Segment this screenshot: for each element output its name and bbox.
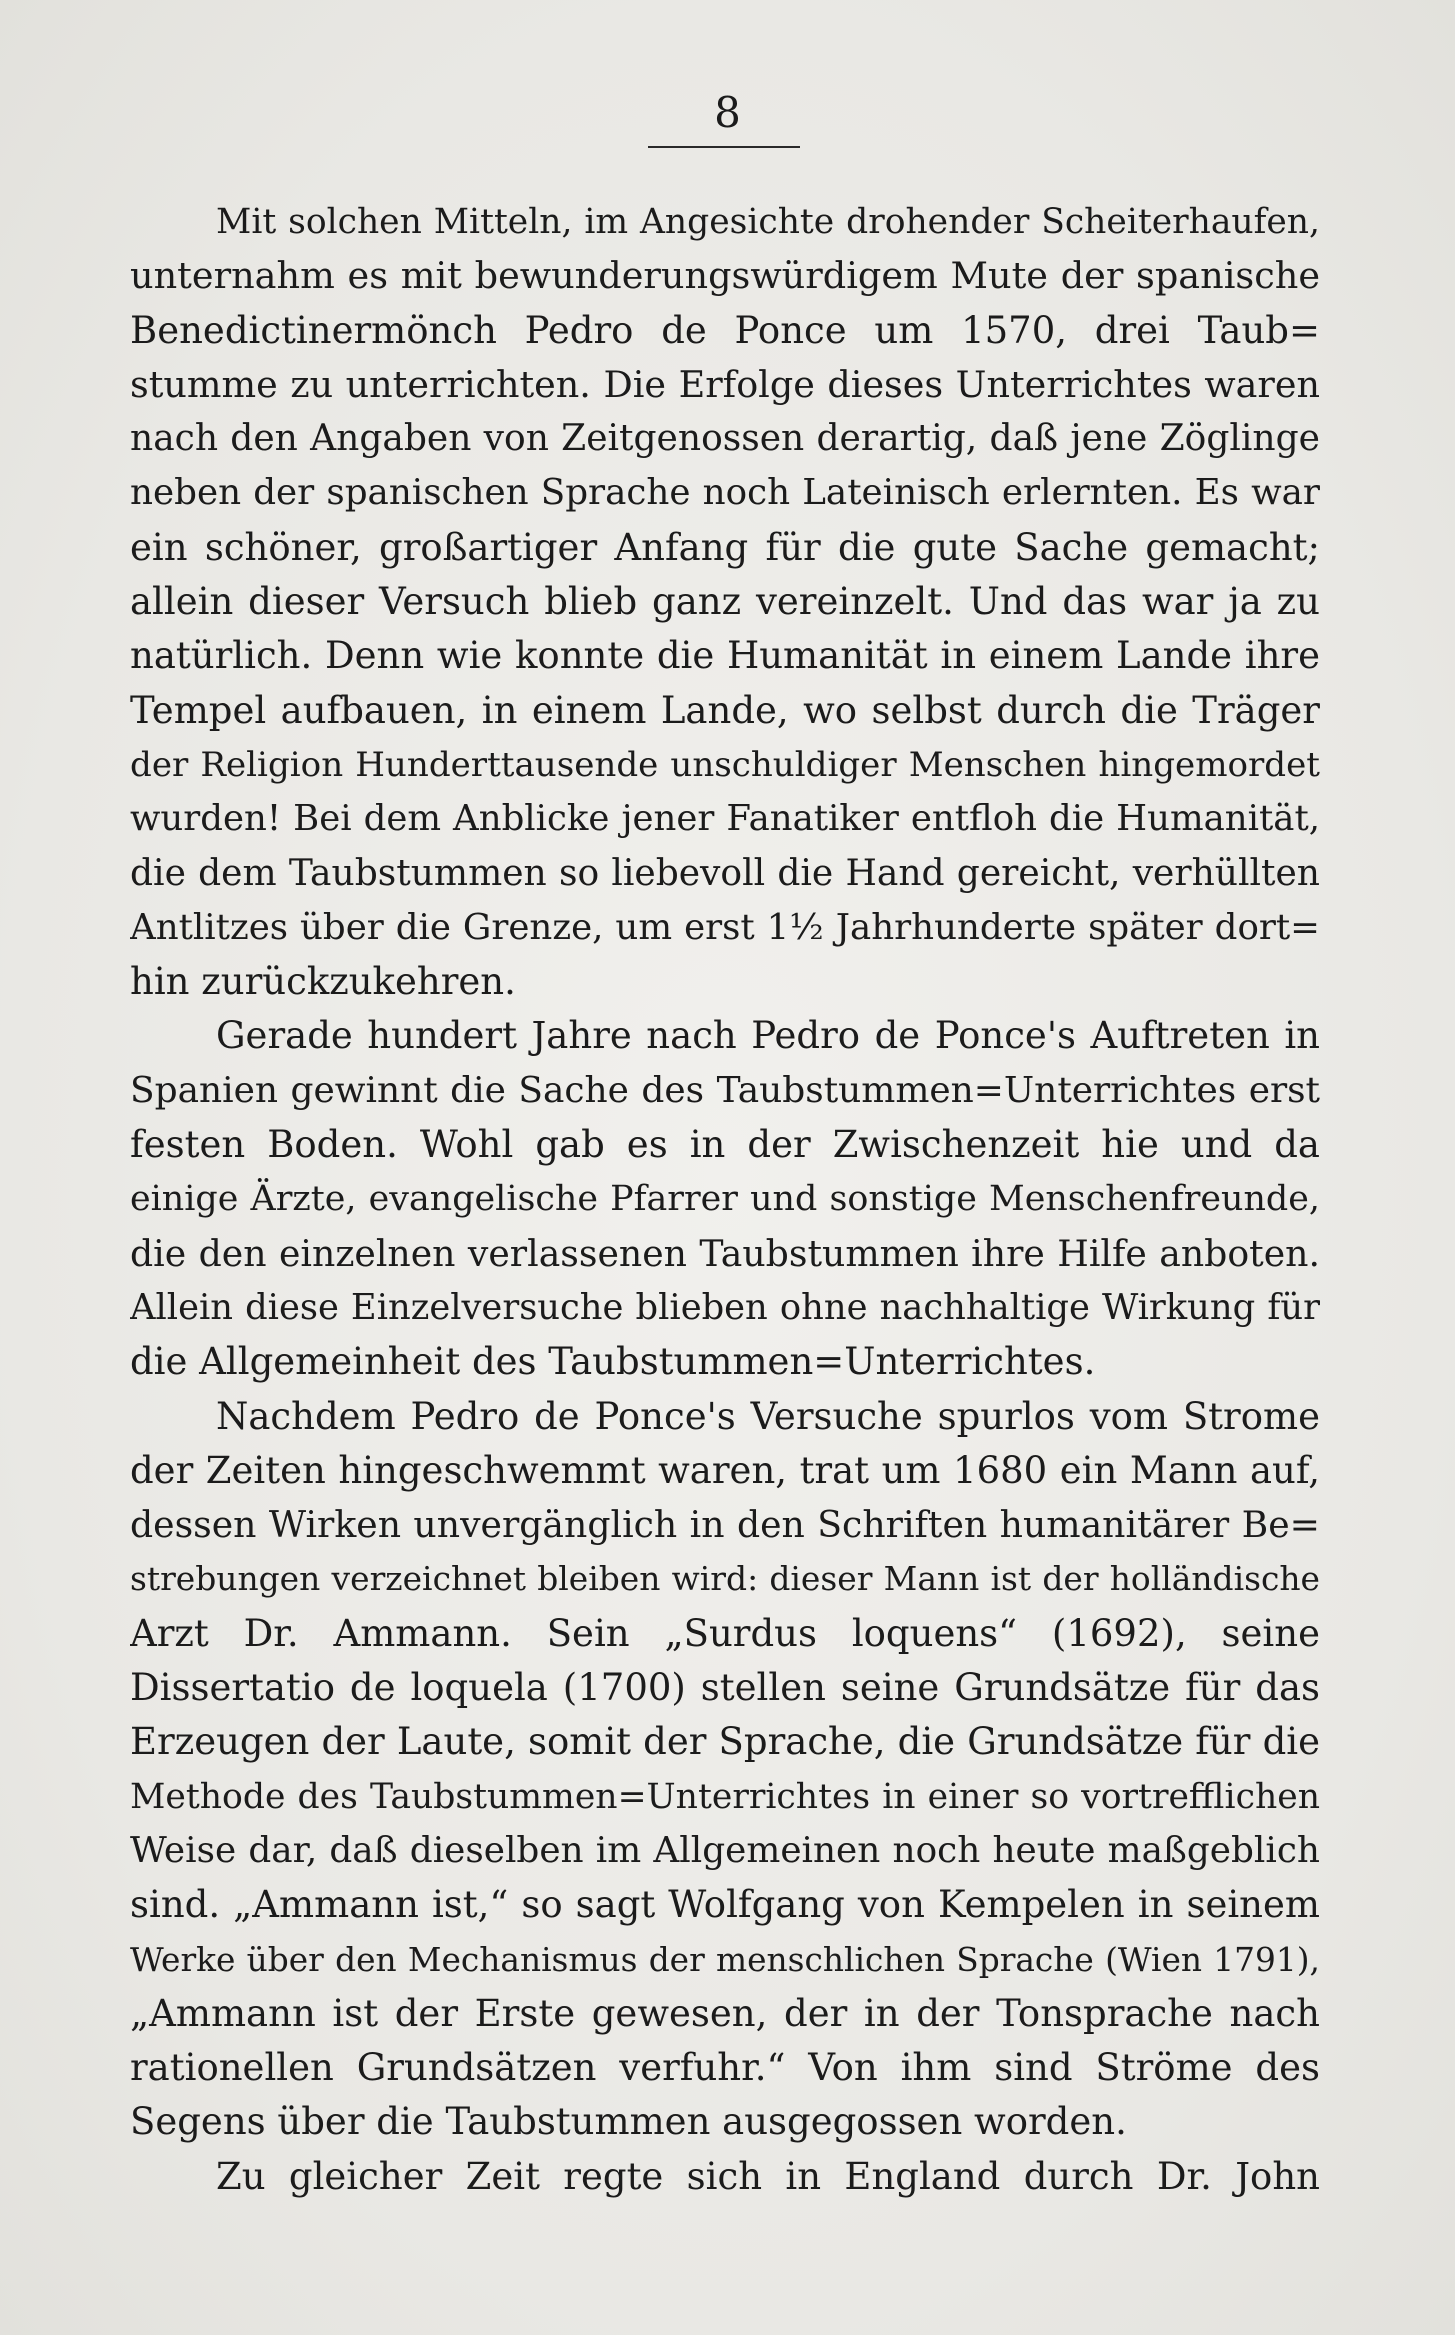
text-line: Tempel aufbauen, in einem Lande, wo selbst durch die Träger — [130, 688, 1320, 732]
text-line: die Allgemeinheit des Taubstummen=Unterrichtes. — [130, 1340, 1096, 1384]
text-line: einige Ärzte, evangelische Pfarrer und sonstige Menschenfreunde, — [130, 1179, 1320, 1220]
text-line: festen Boden. Wohl gab es in der Zwischenzeit hie und da — [130, 1123, 1320, 1167]
page-number-rule — [648, 146, 800, 148]
text-line: Dissertatio de loquela (1700) stellen seine Grundsätze für das — [130, 1666, 1320, 1710]
text-line: allein dieser Versuch blieb ganz vereinzelt. Und das war ja zu — [130, 580, 1320, 624]
text-line: Nachdem Pedro de Ponce's Versuche spurlos vom Strome — [216, 1394, 1320, 1438]
text-line: „Ammann ist der Erste gewesen, der in der Tonsprache nach — [130, 1991, 1320, 2035]
text-line: sind. „Ammann ist,“ so sagt Wolfgang von Kempelen in seinem — [130, 1883, 1320, 1927]
body-text — [130, 195, 1320, 2204]
text-line: Benedictinermönch Pedro de Ponce um 1570, drei Taub= — [130, 308, 1320, 352]
text-line: Spanien gewinnt die Sache des Taubstummen=Unterrichtes erst — [130, 1069, 1320, 1111]
text-line: Erzeugen der Laute, somit der Sprache, die Grundsätze für die — [130, 1720, 1320, 1764]
text-line: Segens über die Taubstummen ausgegossen worden. — [130, 2100, 1127, 2144]
text-line: die dem Taubstummen so liebevoll die Hand gereicht, verhüllten — [130, 852, 1320, 894]
text-line: unternahm es mit bewunderungswürdigem Mute der spanische — [130, 254, 1320, 298]
text-line: Werke über den Mechanismus der menschlichen Sprache (Wien 1791), — [130, 1940, 1320, 1979]
text-line: der Religion Hunderttausende unschuldiger Menschen hingemordet — [130, 744, 1320, 785]
text-line: der Zeiten hingeschwemmt waren, trat um 1680 ein Mann auf, — [130, 1448, 1320, 1492]
text-line: Gerade hundert Jahre nach Pedro de Ponce's Auftreten in — [216, 1014, 1320, 1058]
page-number: 8 — [714, 88, 741, 137]
text-line: die den einzelnen verlassenen Taubstummen ihre Hilfe anboten. — [130, 1231, 1320, 1275]
text-line: Arzt Dr. Ammann. Sein „Surdus loquens“ (1692), seine — [130, 1611, 1320, 1655]
text-line: wurden! Bei dem Anblicke jener Fanatiker entfloh die Humanität, — [130, 798, 1320, 840]
text-line: Mit solchen Mitteln, im Angesichte drohender Scheiterhaufen, — [216, 202, 1320, 242]
text-line: rationellen Grundsätzen verfuhr.“ Von ihm sind Ströme des — [130, 2046, 1320, 2090]
text-line: natürlich. Denn wie konnte die Humanität in einem Lande ihre — [130, 634, 1320, 678]
text-line: Allein diese Einzelversuche blieben ohne nachhaltige Wirkung für — [130, 1286, 1320, 1328]
text-line: neben der spanischen Sprache noch Lateinisch erlernten. Es war — [130, 472, 1320, 514]
text-line: Zu gleicher Zeit regte sich in England durch Dr. John — [216, 2154, 1320, 2198]
text-line: Methode des Taubstummen=Unterrichtes in einer so vortrefflichen — [130, 1776, 1320, 1817]
text-line: stumme zu unterrichten. Die Erfolge dieses Unterrichtes waren — [130, 362, 1320, 406]
text-line: hin zurückzukehren. — [130, 960, 516, 1004]
text-line: nach den Angaben von Zeitgenossen derartig, daß jene Zöglinge — [130, 418, 1320, 460]
text-line: Antlitzes über die Grenze, um erst 1½ Jahrhunderte später dort= — [130, 906, 1320, 948]
text-line: strebungen verzeichnet bleiben wird: dieser Mann ist der holländische — [130, 1559, 1320, 1599]
text-line: dessen Wirken unvergänglich in den Schriften humanitärer Be= — [130, 1503, 1320, 1547]
text-line: Weise dar, daß dieselben im Allgemeinen noch heute maßgeblich — [130, 1829, 1320, 1871]
text-line: ein schöner, großartiger Anfang für die gute Sache gemacht; — [130, 525, 1320, 569]
